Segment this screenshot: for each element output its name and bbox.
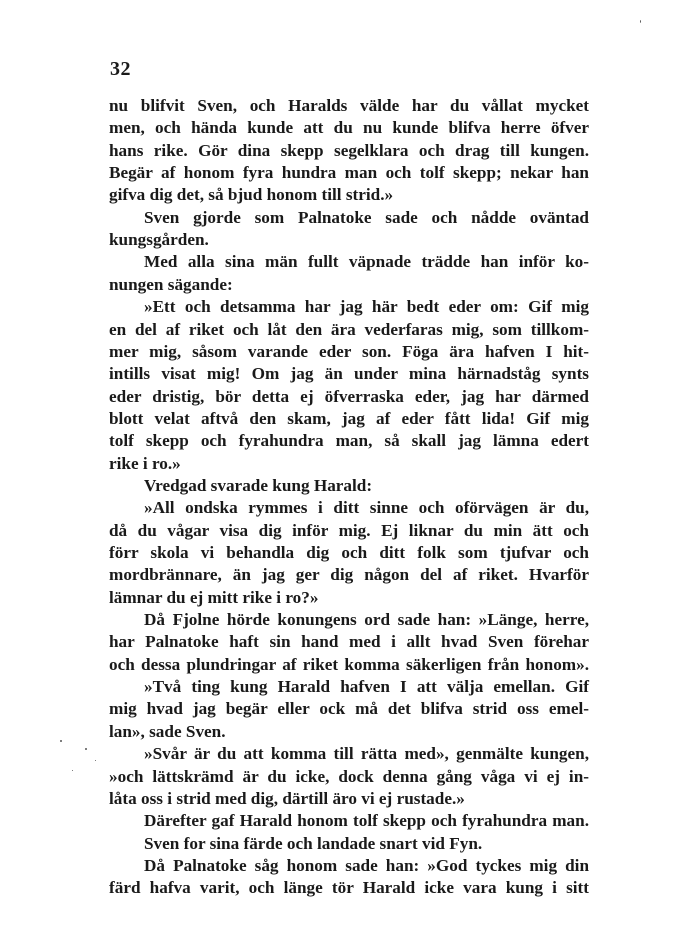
text-line: »Ett och detsamma har jag här bedt eder om: Gif mig [144,297,589,317]
scan-speck [640,20,641,23]
text-line: kungsgården. [109,230,209,250]
text-line: »Två ting kung Harald hafven I att välja emellan. Gif [144,677,589,697]
text-line: mig hvad jag begär eller ock må det blifva strid oss emel- [109,699,589,719]
scan-speck [95,760,96,761]
text-line: intills visat mig! Om jag än under mina härnadståg synts [109,364,589,384]
text-line: Begär af honom fyra hundra man och tolf skepp; nekar han [109,163,589,183]
scan-speck [85,748,87,750]
text-line: förr skola vi behandla dig och ditt folk som tjufvar och [109,543,589,562]
text-line: Sven gjorde som Palnatoke sade och nådde oväntad [144,207,589,227]
text-line: och dessa plundringar af riket komma säkerligen från honom». [109,654,589,674]
text-line: mer mig, såsom varande eder son. Föga ära hafven I hit- [109,341,589,361]
text-line: nu blifvit Sven, och Haralds välde har du vållat mycket [109,96,589,115]
text-line: nungen sägande: [109,274,233,294]
text-line: tolf skepp och fyrahundra man, så skall jag lämna edert [109,431,589,451]
text-line: »Svår är du att komma till rätta med», genmälte kungen, [144,744,589,764]
text-line: Sven for sina färde och landade snart vid Fyn. [144,833,483,853]
text-line: lan», sade Sven. [109,721,226,741]
text-line: »All ondska rymmes i ditt sinne och oförvägen är du, [144,498,589,518]
text-line: hans rike. Gör dina skepp segelklara och drag till kungen. [109,140,589,160]
text-line: »och lättskrämd är du icke, dock denna gång våga vi ej in- [109,766,589,786]
text-line: rike i ro.» [109,453,181,473]
text-line: lämnar du ej mitt rike i ro?» [109,587,319,607]
text-line: Då Palnatoke såg honom sade han: »God tyckes mig din [144,855,589,875]
text-line: men, och hända kunde att du nu kunde blifva herre öfver [109,118,589,138]
text-line: mordbrännare, än jag ger dig någon del af riket. Hvarför [109,565,589,585]
text-line: har Palnatoke haft sin hand med i allt hvad Sven förehar [109,632,589,652]
text-line: låta oss i strid med dig, därtill äro vi ej rustade.» [109,788,465,808]
text-line: en del af riket och låt den ära vederfaras mig, som tillkom- [109,319,589,339]
text-line: Med alla sina män fullt väpnade trädde han inför ko- [144,252,589,272]
text-line: Därefter gaf Harald honom tolf skepp och fyrahundra man. [144,811,589,831]
scan-speck [72,770,73,771]
text-line: Då Fjolne hörde konungens ord sade han: »Länge, herre, [144,610,589,630]
text-line: eder dristig, bör detta ej öfverraska eder, jag har därmed [109,386,589,406]
text-line: gifva dig det, så bjud honom till strid.» [109,185,394,205]
text-line: då du vågar visa dig inför mig. Ej liknar du min ätt och [109,520,589,540]
page-number: 32 [110,58,131,80]
text-line: färd hafva varit, och länge tör Harald icke vara kung i sitt [109,878,589,898]
text-line: Vredgad svarade kung Harald: [144,475,373,495]
scan-speck [60,740,62,742]
text-line: blott velat aftvå den skam, jag af eder fått lida! Gif mig [109,408,589,428]
